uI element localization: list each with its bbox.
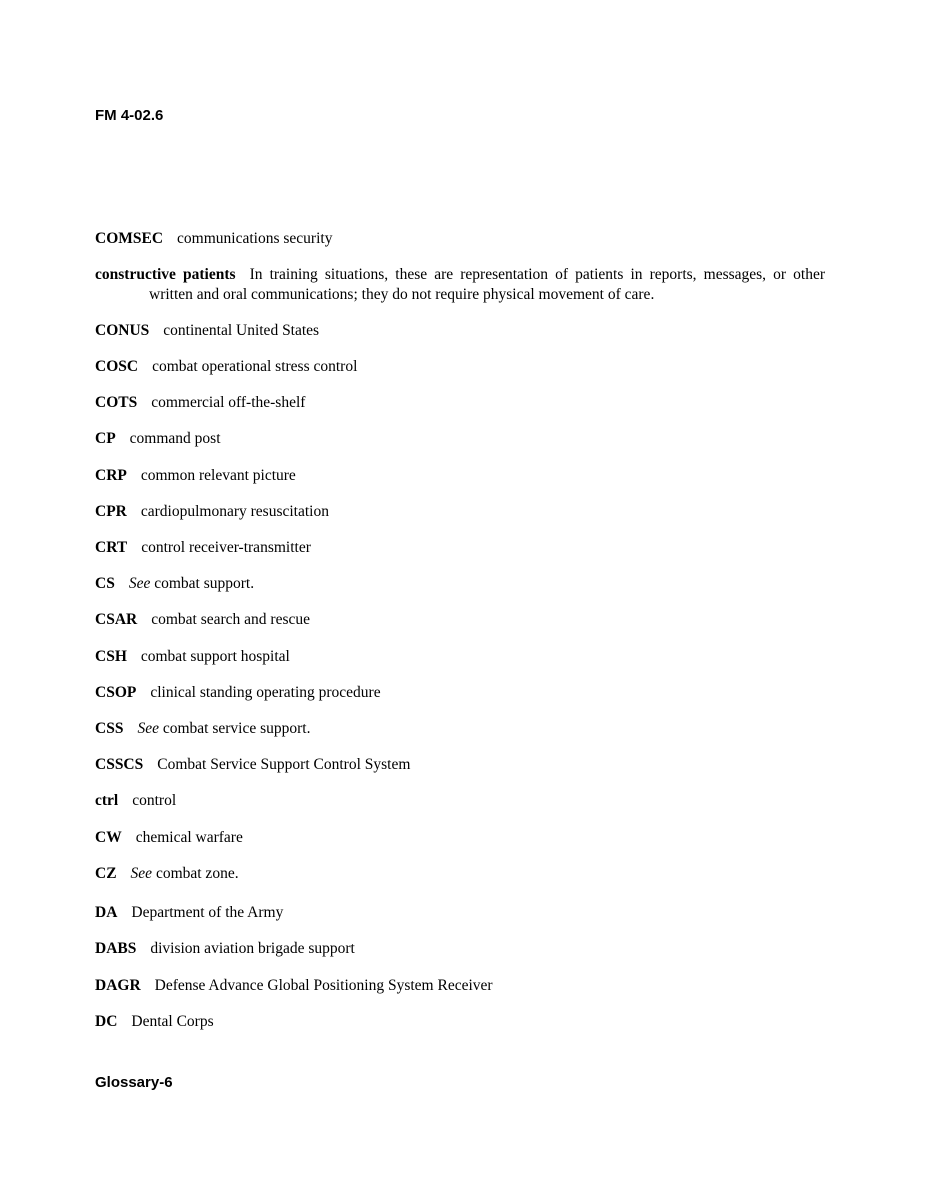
glossary-term: DA bbox=[95, 904, 118, 922]
glossary-term: CSH bbox=[95, 647, 127, 665]
glossary-definition: Dental Corps bbox=[131, 1012, 214, 1030]
glossary-entry bbox=[95, 683, 825, 703]
glossary-entry bbox=[95, 755, 825, 775]
glossary-list bbox=[95, 229, 825, 1048]
glossary-term: CRP bbox=[95, 466, 127, 484]
glossary-term: CRT bbox=[95, 539, 128, 556]
glossary-entry bbox=[95, 719, 825, 739]
glossary-entry bbox=[95, 321, 825, 341]
glossary-term: CZ bbox=[95, 864, 117, 882]
glossary-entry bbox=[95, 538, 825, 558]
glossary-entry bbox=[95, 229, 825, 249]
glossary-term: DC bbox=[95, 1012, 118, 1030]
glossary-entry bbox=[95, 393, 825, 413]
glossary-term: CS bbox=[95, 575, 115, 593]
glossary-definition: Combat Service Support Control System bbox=[157, 756, 411, 774]
glossary-entry bbox=[95, 903, 825, 923]
glossary-definition: control receiver-transmitter bbox=[141, 539, 311, 556]
glossary-entry bbox=[95, 466, 825, 486]
glossary-definition: division aviation brigade support bbox=[150, 940, 355, 958]
glossary-term: constructive patients bbox=[95, 266, 236, 284]
glossary-definition: cardiopulmonary resuscitation bbox=[140, 502, 329, 520]
glossary-term: CSOP bbox=[95, 683, 137, 701]
glossary-definition: command post bbox=[129, 430, 221, 448]
document-id: FM 4-02.6 bbox=[95, 107, 164, 124]
glossary-definition: combat service support. bbox=[162, 719, 311, 737]
glossary-entry bbox=[95, 647, 825, 667]
glossary-definition: combat zone. bbox=[155, 864, 239, 882]
glossary-entry bbox=[95, 429, 825, 449]
glossary-entry bbox=[95, 502, 825, 522]
glossary-definition: combat support. bbox=[154, 575, 255, 593]
glossary-definition: control bbox=[132, 792, 177, 810]
glossary-definition: Defense Advance Global Positioning System Receiver bbox=[154, 976, 493, 994]
glossary-term: DABS bbox=[95, 940, 137, 958]
glossary-entry bbox=[95, 265, 825, 304]
glossary-definition: commercial off-the-shelf bbox=[151, 394, 306, 412]
glossary-definition: combat search and rescue bbox=[151, 611, 310, 629]
glossary-definition: chemical warfare bbox=[135, 828, 243, 846]
glossary-term: CSS bbox=[95, 719, 124, 737]
glossary-entry bbox=[95, 357, 825, 377]
glossary-entry bbox=[95, 610, 825, 630]
glossary-definition: Department of the Army bbox=[131, 904, 284, 922]
glossary-term: CW bbox=[95, 828, 122, 846]
glossary-term: CSAR bbox=[95, 611, 138, 629]
glossary-definition: common relevant picture bbox=[140, 466, 296, 484]
see-reference: See bbox=[130, 864, 153, 882]
glossary-term: CONUS bbox=[95, 321, 150, 339]
glossary-entry bbox=[95, 939, 825, 959]
glossary-entry bbox=[95, 574, 825, 594]
glossary-definition: continental United States bbox=[163, 321, 320, 339]
glossary-entry bbox=[95, 828, 825, 848]
glossary-term: CPR bbox=[95, 502, 127, 520]
glossary-term: COTS bbox=[95, 394, 138, 412]
glossary-definition: combat operational stress control bbox=[152, 358, 358, 376]
glossary-entry bbox=[95, 864, 825, 884]
glossary-term: CSSCS bbox=[95, 756, 144, 774]
glossary-entry bbox=[95, 976, 825, 996]
glossary-term: COMSEC bbox=[95, 230, 164, 247]
glossary-term: CP bbox=[95, 430, 116, 448]
glossary-definition: combat support hospital bbox=[140, 647, 290, 665]
page-number: Glossary-6 bbox=[95, 1074, 173, 1091]
see-reference: See bbox=[137, 719, 159, 737]
glossary-entry bbox=[95, 1012, 825, 1032]
glossary-term: COSC bbox=[95, 358, 139, 376]
glossary-definition: clinical standing operating procedure bbox=[150, 683, 381, 701]
glossary-definition: communications security bbox=[177, 230, 333, 247]
glossary-term: DAGR bbox=[95, 976, 141, 994]
glossary-entry bbox=[95, 791, 825, 811]
glossary-term: ctrl bbox=[95, 792, 119, 810]
glossary-definition: In training situations, these are representation of patients in reports, messages, or other written and oral communications; they do not require physical movement of care. bbox=[149, 266, 826, 303]
see-reference: See bbox=[128, 575, 151, 593]
